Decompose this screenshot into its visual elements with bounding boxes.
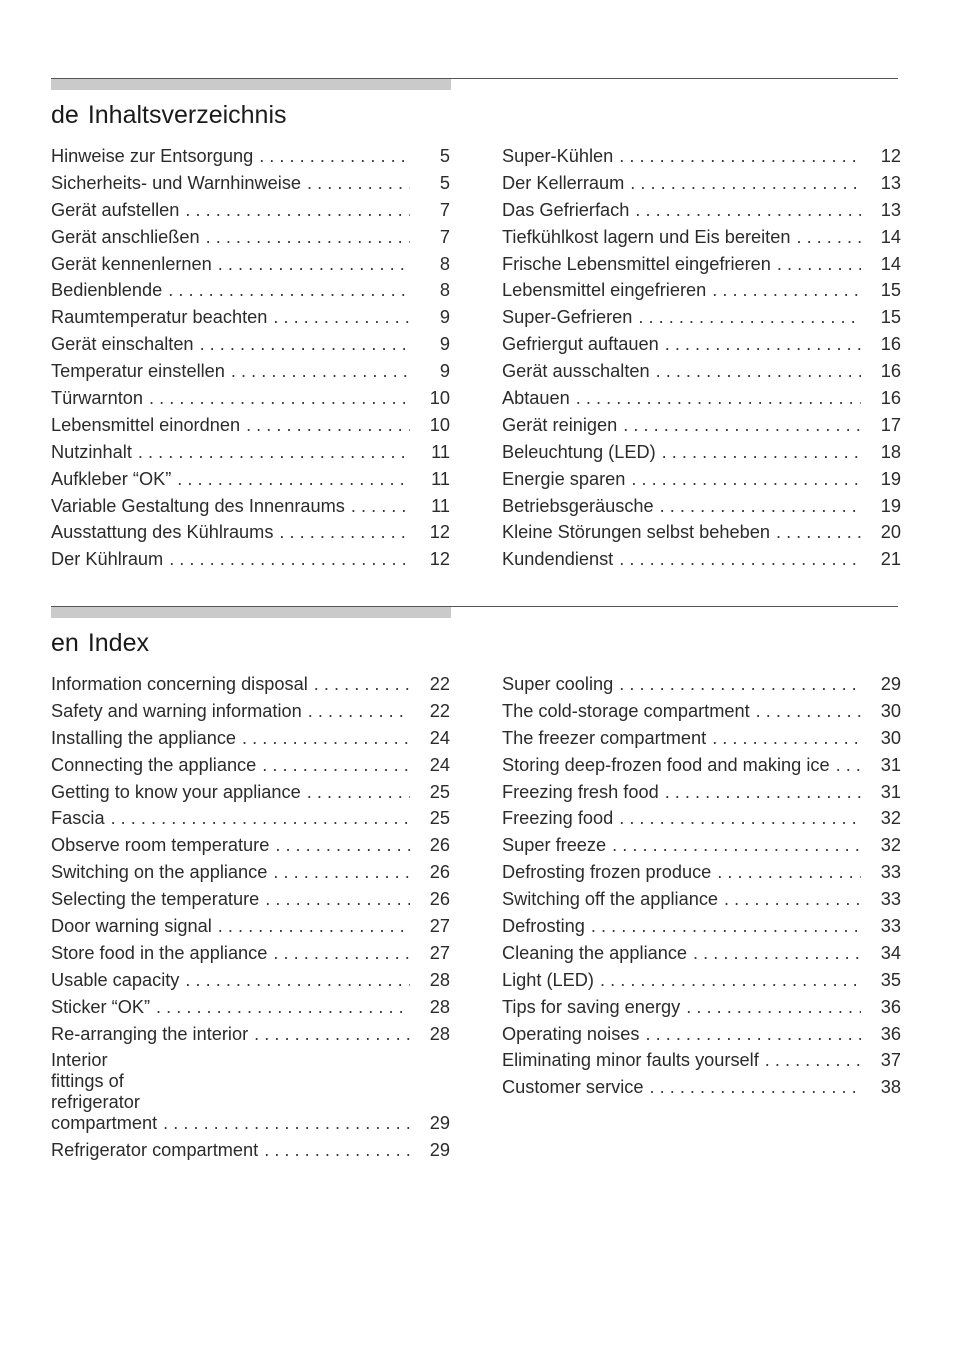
- dot-leader: [105, 808, 410, 829]
- toc-entry[interactable]: [502, 496, 901, 517]
- toc-entry[interactable]: [51, 674, 450, 695]
- toc-entry-title: Light (LED): [502, 969, 594, 990]
- toc-entry[interactable]: [502, 889, 901, 910]
- dot-leader: [659, 782, 861, 803]
- dot-leader: [301, 173, 410, 194]
- toc-entry[interactable]: [51, 361, 450, 382]
- dot-leader: [301, 782, 410, 803]
- toc-entry-title: Super-Gefrieren: [502, 307, 633, 328]
- dot-leader: [179, 970, 410, 991]
- toc-entry-page: 29: [429, 1113, 450, 1134]
- toc-column-right: [502, 146, 901, 576]
- dot-leader: [267, 307, 410, 328]
- toc-entry-title: Gerät ausschalten: [502, 361, 650, 382]
- section-rule: [51, 78, 898, 90]
- dot-leader: [150, 997, 410, 1018]
- toc-entry-title: Safety and warning information: [51, 700, 302, 721]
- dot-leader: [163, 549, 410, 570]
- toc-entry-title: Frische Lebensmittel eingefrieren: [502, 253, 771, 274]
- dot-leader: [770, 522, 861, 543]
- toc-entry-title: Re-arranging the interior: [51, 1023, 249, 1044]
- dot-leader: [269, 835, 410, 856]
- toc-entry-page: 25: [429, 808, 450, 829]
- toc-entry[interactable]: [502, 1024, 901, 1045]
- section-heading: [51, 628, 898, 658]
- toc-entry-title: Gefriergut auftauen: [502, 334, 659, 355]
- toc-entry-page: 14: [880, 253, 901, 274]
- toc-entry-title: Getting to know your appliance: [51, 781, 301, 802]
- toc-entry-page: 7: [439, 199, 450, 220]
- toc-entry[interactable]: [502, 728, 901, 749]
- toc-entry-title: Aufkleber “OK”: [51, 468, 172, 489]
- toc-entry-page: 36: [880, 1023, 901, 1044]
- toc-entry-page: 27: [429, 916, 450, 937]
- toc-entry-page: 17: [880, 414, 901, 435]
- toc-entry-page: 33: [880, 889, 901, 910]
- toc-entry-title: Defrosting: [502, 916, 585, 937]
- toc-entry-page: 16: [880, 388, 901, 409]
- toc-entry-page: 15: [880, 280, 901, 301]
- dot-leader: [687, 943, 861, 964]
- toc-entry[interactable]: [51, 254, 450, 275]
- toc-entry-page: 12: [429, 549, 450, 570]
- toc-entry-page: 24: [429, 754, 450, 775]
- toc-entry-page: 24: [429, 727, 450, 748]
- toc-entry-page: 28: [429, 1023, 450, 1044]
- toc-entry-page: 15: [880, 307, 901, 328]
- toc-entry-title: Gerät einschalten: [51, 334, 194, 355]
- toc-entry[interactable]: [51, 755, 450, 776]
- toc-entry-title: Selecting the temperature: [51, 889, 260, 910]
- toc-entry-page: 28: [429, 996, 450, 1017]
- toc-entry-title: Gerät kennenlernen: [51, 253, 212, 274]
- toc-entry-page: 35: [880, 969, 901, 990]
- dot-leader: [162, 280, 410, 301]
- toc-entry-page: 27: [429, 942, 450, 963]
- toc-entry-title: Temperatur einstellen: [51, 361, 225, 382]
- dot-leader: [132, 442, 410, 463]
- toc-entry[interactable]: [502, 916, 901, 937]
- toc-entry[interactable]: [51, 227, 450, 248]
- toc-entry-page: 9: [439, 307, 450, 328]
- toc-entry[interactable]: [502, 254, 901, 275]
- dot-leader: [659, 334, 861, 355]
- toc-entry-page: 30: [880, 727, 901, 748]
- toc-entry-page: 25: [429, 781, 450, 802]
- toc-entry-page: 38: [880, 1077, 901, 1098]
- toc-entry[interactable]: [502, 307, 901, 328]
- dot-leader: [629, 200, 861, 221]
- toc-entry[interactable]: [51, 970, 450, 991]
- toc-entry[interactable]: [502, 549, 901, 570]
- dot-leader: [654, 496, 861, 517]
- toc-entry-page: 29: [429, 1140, 450, 1161]
- dot-leader: [171, 469, 410, 490]
- dot-leader: [143, 388, 410, 409]
- toc-entry-title: Defrosting frozen produce: [502, 862, 712, 883]
- toc-entry-title: Ausstattung des Kühlraums: [51, 522, 274, 543]
- toc-entry-title: The cold-storage compartment: [502, 700, 750, 721]
- dot-leader: [771, 254, 861, 275]
- toc-entry-page: 11: [431, 468, 450, 489]
- dot-leader: [308, 674, 410, 695]
- toc-entry-title: Lebensmittel einordnen: [51, 414, 241, 435]
- toc-entry-page: 19: [880, 468, 901, 489]
- toc-entry[interactable]: [51, 307, 450, 328]
- toc-entry-page: 22: [429, 700, 450, 721]
- toc-entry-title: Information concerning disposal: [51, 674, 308, 694]
- toc-entry-page: 28: [429, 969, 450, 990]
- toc-entry-page: 26: [429, 835, 450, 856]
- toc-entry-page: 32: [880, 808, 901, 829]
- toc-entry[interactable]: [51, 1024, 450, 1045]
- dot-leader: [640, 1024, 862, 1045]
- dot-leader: [594, 970, 861, 991]
- toc-entry[interactable]: [51, 701, 450, 722]
- toc-entry-page: 19: [880, 495, 901, 516]
- toc-entry-page: 36: [880, 996, 901, 1017]
- toc-entry-page: 10: [429, 414, 450, 435]
- toc-entry-page: 33: [880, 916, 901, 937]
- section-title: Inhaltsverzeichnis: [87, 101, 287, 129]
- toc-entry-page: 33: [880, 862, 901, 883]
- toc-entry-page: 30: [880, 700, 901, 721]
- toc-entry[interactable]: [51, 146, 450, 167]
- language-code: de: [51, 101, 79, 129]
- toc-entry-title: Hinweise zur Entsorgung: [51, 146, 254, 166]
- toc-entry[interactable]: [51, 496, 450, 517]
- toc-entry-page: 31: [880, 754, 901, 775]
- toc-entry-page: 13: [880, 172, 901, 193]
- toc-entry[interactable]: [502, 227, 901, 248]
- toc-entry-title: Storing deep-frozen food and making ice: [502, 754, 830, 775]
- toc-entry-page: 29: [880, 674, 901, 694]
- dot-leader: [613, 549, 861, 570]
- toc-entry-page: 32: [880, 835, 901, 856]
- toc-entry[interactable]: [51, 808, 450, 829]
- toc-entry[interactable]: [502, 200, 901, 221]
- toc-column-left: [51, 146, 450, 576]
- toc-entry-title: Türwarnton: [51, 388, 143, 409]
- toc-entry-page: 16: [880, 334, 901, 355]
- toc-entry[interactable]: [51, 916, 450, 937]
- toc-entry-title: Super freeze: [502, 835, 607, 856]
- toc-entry-title: Refrigerator compartment: [51, 1140, 259, 1161]
- toc-entry[interactable]: [51, 200, 450, 221]
- toc-entry-page: 14: [880, 226, 901, 247]
- dot-leader: [259, 889, 410, 910]
- dot-leader: [613, 146, 861, 167]
- toc-entry-title: Super cooling: [502, 674, 614, 694]
- toc-entry-page: 9: [439, 361, 450, 382]
- toc-entry[interactable]: [51, 173, 450, 194]
- toc-entry-title: Raumtemperatur beachten: [51, 307, 268, 328]
- toc-entry[interactable]: [502, 280, 901, 301]
- toc-entry-title: Der Kühlraum: [51, 549, 164, 570]
- dot-leader: [302, 701, 410, 722]
- toc-entry-page: 10: [429, 388, 450, 409]
- toc-entry[interactable]: [502, 701, 901, 722]
- toc-entry-title: Connecting the appliance: [51, 754, 257, 775]
- toc-entry[interactable]: [51, 889, 450, 910]
- toc-entry-page: 31: [880, 781, 901, 802]
- dot-leader: [585, 916, 861, 937]
- toc-entry-title: Nutzinhalt: [51, 441, 132, 462]
- dot-leader: [650, 361, 861, 382]
- dot-leader: [240, 415, 410, 436]
- toc-entry-page: 21: [880, 549, 901, 570]
- dot-leader: [706, 280, 861, 301]
- toc-entry[interactable]: [502, 755, 901, 776]
- toc-entry-page: 13: [880, 199, 901, 220]
- toc-entry-title: Lebensmittel eingefrieren: [502, 280, 707, 301]
- dot-leader: [644, 1077, 862, 1098]
- dot-leader: [613, 674, 861, 695]
- toc-entry-title: Gerät anschließen: [51, 226, 200, 247]
- toc-entry-title: Interior fittings of refrigerator compartment: [51, 1050, 158, 1134]
- toc-entry[interactable]: [502, 970, 901, 991]
- toc-entry-title: Super-Kühlen: [502, 146, 614, 166]
- toc-entry-title: Eliminating minor faults yourself: [502, 1050, 759, 1071]
- toc-entry[interactable]: [502, 997, 901, 1018]
- toc-entry-page: 37: [880, 1050, 901, 1071]
- toc-entry[interactable]: [502, 146, 901, 167]
- toc-entry-page: 8: [439, 280, 450, 301]
- toc-entry[interactable]: [51, 943, 450, 964]
- toc-entry[interactable]: [502, 782, 901, 803]
- toc-entry-page: 26: [429, 862, 450, 883]
- toc-column-right: [502, 674, 901, 1104]
- toc-entry-page: 12: [429, 522, 450, 543]
- toc-entry[interactable]: [51, 469, 450, 490]
- toc-entry-title: Tips for saving energy: [502, 996, 681, 1017]
- dot-leader: [157, 1113, 410, 1134]
- toc-entry[interactable]: [502, 674, 901, 695]
- toc-entry-page: 12: [880, 146, 901, 166]
- dot-leader: [606, 835, 861, 856]
- dot-leader: [212, 254, 410, 275]
- dot-leader: [225, 361, 410, 382]
- toc-entry-title: Energie sparen: [502, 468, 626, 489]
- dot-leader: [706, 728, 861, 749]
- toc-entry[interactable]: [51, 835, 450, 856]
- toc-entry-title: Installing the appliance: [51, 727, 237, 748]
- toc-entry[interactable]: [502, 808, 901, 829]
- toc-entry[interactable]: [502, 1050, 901, 1071]
- toc-entry[interactable]: [51, 415, 450, 436]
- dot-leader: [212, 916, 410, 937]
- toc-entry[interactable]: [502, 862, 901, 883]
- section-rule: [51, 606, 898, 618]
- dot-leader: [273, 522, 410, 543]
- toc-entry-title: Der Kellerraum: [502, 172, 625, 193]
- toc-entry-title: Freezing fresh food: [502, 781, 659, 802]
- toc-entry-title: Variable Gestaltung des Innenraums: [51, 495, 345, 516]
- toc-entry-page: 20: [880, 522, 901, 543]
- toc-entry[interactable]: [502, 415, 901, 436]
- toc-entry-title: Gerät aufstellen: [51, 199, 180, 220]
- toc-entry[interactable]: [502, 522, 901, 543]
- toc-entry[interactable]: [51, 782, 450, 803]
- dot-leader: [711, 862, 861, 883]
- toc-entry-title: Switching off the appliance: [502, 889, 719, 910]
- dot-leader: [256, 755, 410, 776]
- dot-leader: [267, 862, 410, 883]
- dot-leader: [253, 146, 410, 167]
- toc-entry[interactable]: [502, 1077, 901, 1098]
- toc-entry-page: 26: [429, 889, 450, 910]
- toc-entry[interactable]: [51, 862, 450, 883]
- toc-entry[interactable]: [51, 388, 450, 409]
- toc-entry-title: Beleuchtung (LED): [502, 441, 656, 462]
- toc-section-de: [51, 78, 901, 570]
- toc-entry[interactable]: [502, 442, 901, 463]
- dot-leader: [248, 1024, 410, 1045]
- toc-entry[interactable]: [51, 442, 450, 463]
- dot-leader: [345, 496, 410, 517]
- toc-entry[interactable]: [51, 728, 450, 749]
- toc-entry[interactable]: [51, 280, 450, 301]
- dot-leader: [613, 808, 861, 829]
- dot-leader: [830, 755, 861, 776]
- toc-entry-page: 7: [439, 226, 450, 247]
- dot-leader: [258, 1140, 410, 1161]
- toc-entry-page: 8: [439, 253, 450, 274]
- dot-leader: [179, 200, 410, 221]
- toc-entry-title: Abtauen: [502, 388, 570, 409]
- toc-entry-title: Sicherheits- und Warnhinweise: [51, 172, 302, 193]
- toc-entry-title: Door warning signal: [51, 916, 212, 937]
- section-title: Index: [87, 629, 149, 657]
- toc-entry[interactable]: [502, 469, 901, 490]
- toc-entry[interactable]: [502, 334, 901, 355]
- toc-entry-page: 11: [431, 495, 450, 516]
- toc-entry[interactable]: [51, 1140, 450, 1161]
- toc-entry[interactable]: [502, 835, 901, 856]
- dot-leader: [718, 889, 861, 910]
- toc-entry-title: Customer service: [502, 1077, 644, 1098]
- dot-leader: [625, 469, 861, 490]
- toc-entry-page: 11: [431, 441, 450, 462]
- toc-entry-page: 34: [880, 942, 901, 963]
- toc-entry[interactable]: [502, 173, 901, 194]
- toc-entry-title: Switching on the appliance: [51, 862, 268, 883]
- toc-section-en: [51, 606, 901, 1161]
- toc-entry-page: 18: [880, 441, 901, 462]
- toc-entry[interactable]: [502, 388, 901, 409]
- section-heading: [51, 100, 898, 130]
- toc-entry[interactable]: [502, 361, 901, 382]
- dot-leader: [617, 415, 861, 436]
- toc-entry-title: The freezer compartment: [502, 727, 707, 748]
- toc-entry-title: Kleine Störungen selbst beheben: [502, 522, 770, 543]
- toc-entry[interactable]: [502, 943, 901, 964]
- toc-entry[interactable]: [51, 522, 450, 543]
- toc-entry-title: Operating noises: [502, 1023, 640, 1044]
- toc-entry-title: Sticker “OK”: [51, 996, 151, 1017]
- toc-column-left: [51, 674, 450, 1167]
- toc-entry-title: Bedienblende: [51, 280, 163, 301]
- toc-entry-title: Kundendienst: [502, 549, 614, 570]
- toc-entry-title: Betriebsgeräusche: [502, 495, 654, 516]
- toc-entry-title: Gerät reinigen: [502, 414, 618, 435]
- dot-leader: [656, 442, 861, 463]
- dot-leader: [194, 334, 410, 355]
- toc-entry[interactable]: [51, 997, 450, 1018]
- toc-entry-page: 16: [880, 361, 901, 382]
- toc-entry-title: Cleaning the appliance: [502, 942, 688, 963]
- toc-entry-title: Observe room temperature: [51, 835, 270, 856]
- language-code: en: [51, 629, 79, 657]
- toc-entry[interactable]: [51, 334, 450, 355]
- dot-leader: [790, 227, 861, 248]
- toc-entry-title: Freezing food: [502, 808, 614, 829]
- dot-leader: [632, 307, 861, 328]
- dot-leader: [680, 997, 861, 1018]
- dot-leader: [759, 1050, 861, 1071]
- toc-entry-title: Usable capacity: [51, 969, 180, 990]
- dot-leader: [570, 388, 861, 409]
- dot-leader: [200, 227, 410, 248]
- toc-entry-page: 5: [439, 172, 450, 193]
- dot-leader: [236, 728, 410, 749]
- dot-leader: [267, 943, 410, 964]
- dot-leader: [624, 173, 861, 194]
- toc-entry-title: Tiefkühlkost lagern und Eis bereiten: [502, 226, 791, 247]
- toc-entry-title: Store food in the appliance: [51, 942, 268, 963]
- toc-entry[interactable]: [51, 1050, 450, 1134]
- toc-entry[interactable]: [51, 549, 450, 570]
- toc-entry-page: 5: [439, 146, 450, 166]
- toc-entry-page: 22: [429, 674, 450, 694]
- toc-entry-title: Das Gefrierfach: [502, 199, 630, 220]
- toc-entry-title: Fascia: [51, 808, 105, 829]
- toc-entry-page: 9: [439, 334, 450, 355]
- dot-leader: [750, 701, 861, 722]
